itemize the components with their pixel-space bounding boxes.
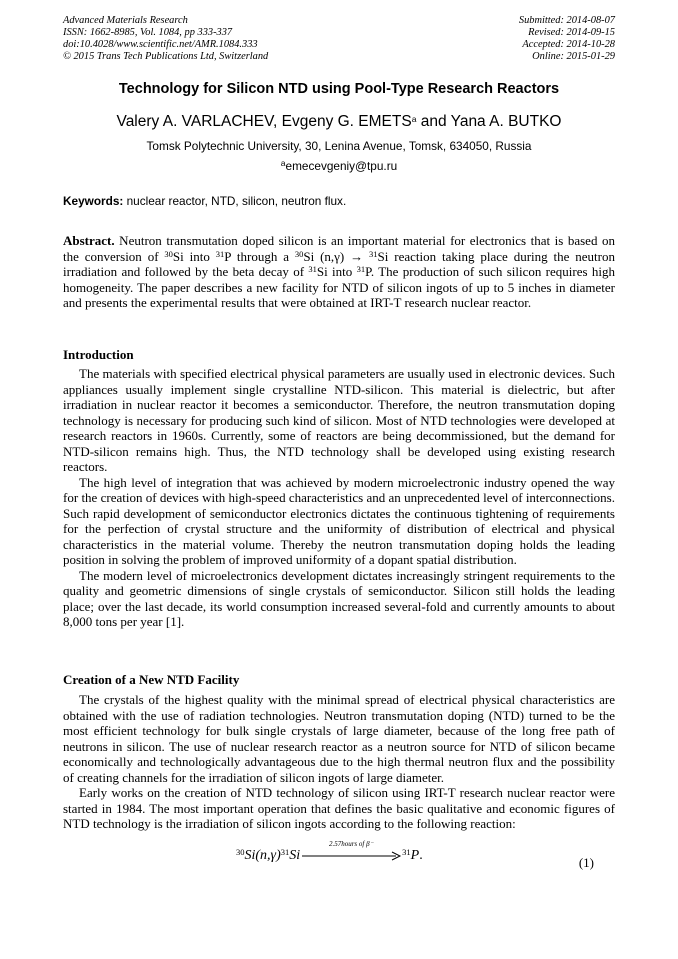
email-address[interactable]: emecevgeniy@tpu.ru xyxy=(285,159,398,173)
journal-info xyxy=(63,15,268,63)
eq-arrow xyxy=(300,839,402,863)
isotope-mark: 31 xyxy=(369,248,378,259)
author-affil-mark: a xyxy=(411,114,417,124)
eq-mass-number: 31 xyxy=(402,847,411,857)
isotope-mark: 31 xyxy=(308,264,317,274)
revised-date: Revised: 2014-09-15 xyxy=(528,27,615,38)
introduction-heading: Introduction xyxy=(63,347,134,362)
keywords-label: Keywords: xyxy=(63,194,124,208)
eq-intermediate: Si xyxy=(289,848,301,863)
eq-reactant: Si(n,γ) xyxy=(244,848,281,863)
abstract-text: Si into xyxy=(316,264,357,279)
journal-doi[interactable]: doi:10.4028/www.scientific.net/AMR.1084.333 xyxy=(63,39,258,50)
keywords-text: nuclear reactor, NTD, silicon, neutron flux. xyxy=(123,194,347,208)
keywords xyxy=(63,194,615,208)
accepted-date: Accepted: 2014-10-28 xyxy=(522,39,615,50)
abstract-text: Si (n,γ) → xyxy=(303,248,370,264)
paper-authors xyxy=(0,113,678,131)
abstract-text: P. The production of such silicon requires high homogeneity. The paper describes a new facility for NTD of silicon ingots of up to 5 inches in diameter and presents the experimental results that were obtained at IRT-T research nuclear reactor. xyxy=(63,264,615,310)
online-date: Online: 2015-01-29 xyxy=(532,51,615,62)
affiliation: Tomsk Polytechnic University, 30, Lenina Avenue, Tomsk, 634050, Russia xyxy=(146,139,532,153)
equation-1 xyxy=(236,839,423,878)
abstract-text: Si reaction taking place during the neutron irradiation and followed by the beta decay of xyxy=(63,248,615,279)
email-mark: a xyxy=(280,158,286,168)
journal-name: Advanced Materials Research xyxy=(63,15,188,26)
eq-arrow-label: 2.57hours of β⁻ xyxy=(328,839,374,848)
introduction-body xyxy=(63,366,615,630)
eq-mass-number: 30 xyxy=(236,847,245,857)
creation-paragraph-2: Early works on the creation of NTD technology of silicon using IRT-T research nuclear reactor were started in 1984. The most important operation that defines the basic qualitative and economic figures of NTD technology is the irradiation of silicon ingots according to the following reaction: xyxy=(63,785,615,831)
creation-paragraph-1: The crystals of the highest quality with the minimal spread of electrical physical characteristics are obtained with the use of radiation technologies. Neutron transmutation doping (NTD) turned to be the most efficient technology for bulk single crystals of large diameter, because of the long free path of neutrons in silicon. The use of nuclear research reactor as a neutron source for NTD of silicon became economically and technologically advantageous due to the high thermal neutron flux and the possibility of creating channels for the irradiation of silicon ingots of large diameter. xyxy=(63,692,615,785)
isotope-mark: 30 xyxy=(164,248,173,259)
creation-body xyxy=(63,692,615,832)
author-email xyxy=(0,159,678,173)
eq-mass-number: 31 xyxy=(280,847,290,857)
isotope-mark: 31 xyxy=(215,248,225,259)
isotope-mark: 30 xyxy=(294,248,304,259)
abstract-text: P through a xyxy=(224,248,295,264)
isotope-mark: 31 xyxy=(356,264,366,274)
abstract-text: Si into xyxy=(172,248,216,264)
paper-title: Technology for Silicon NTD using Pool-Type Research Reactors xyxy=(118,81,560,97)
equation-number: (1) xyxy=(578,855,594,870)
intro-paragraph-3: The modern level of microelectronics development dictates increasingly stringent requirements to the quality and geometric dimensions of single crystals of semiconductor. Silicon still holds the leading place; over the last decade, its world consumption increased several-fold and currently amounts to about 8,000 tons per year [1]. xyxy=(63,567,615,629)
abstract xyxy=(63,233,615,311)
journal-copyright: © 2015 Trans Tech Publications Ltd, Switzerland xyxy=(63,51,269,62)
intro-paragraph-2: The high level of integration that was achieved by modern microelectronic industry opened the way for the creation of devices with high-speed characteristics and an unprecedented level of interconnections. Such rapid development of semiconductor electronics dictates the continuous tightening of requirements for the perfection of crystal structure and the uniformity of distribution of electrical and physical characteristics in the material volume. Thereby the neutron transmutation doping holds the leading position in solving the problem of improved uniformity of a dopant spatial distribution. xyxy=(63,474,615,567)
abstract-text: Neutron transmutation doped silicon is an important material for electronics that is based on the conversion of xyxy=(63,233,615,264)
intro-paragraph-1: The materials with specified electrical physical parameters are usually used in electronic devices. Such appliances usually implement single crystalline NTD-silicon. This material is dielectric, but after irradiation in nuclear reactor it becomes a semiconductor. Therefore, the neutron transmutation doping technology is necessary for producing such kind of silicon. Most of NTD technologies were developed at research reactors in 1960s. Currently, some of reactors are being decommissioned, but the demand for NTD-silicon remains high. Thus, the NTD technology shall be developed using existing research reactors. xyxy=(63,366,615,474)
creation-heading: Creation of a New NTD Facility xyxy=(63,672,240,687)
eq-period: . xyxy=(419,848,423,863)
submitted-date: Submitted: 2014-08-07 xyxy=(518,15,615,26)
eq-product: P xyxy=(410,848,420,863)
journal-issn: ISSN: 1662-8985, Vol. 1084, pp 333-337 xyxy=(63,27,233,38)
arrow-icon xyxy=(300,849,402,863)
authors-before: Valery A. VARLACHEV, Evgeny G. EMETS xyxy=(116,113,412,130)
abstract-label: Abstract. xyxy=(63,233,115,248)
authors-after: and Yana A. BUTKO xyxy=(416,113,562,130)
submission-dates xyxy=(519,15,615,63)
